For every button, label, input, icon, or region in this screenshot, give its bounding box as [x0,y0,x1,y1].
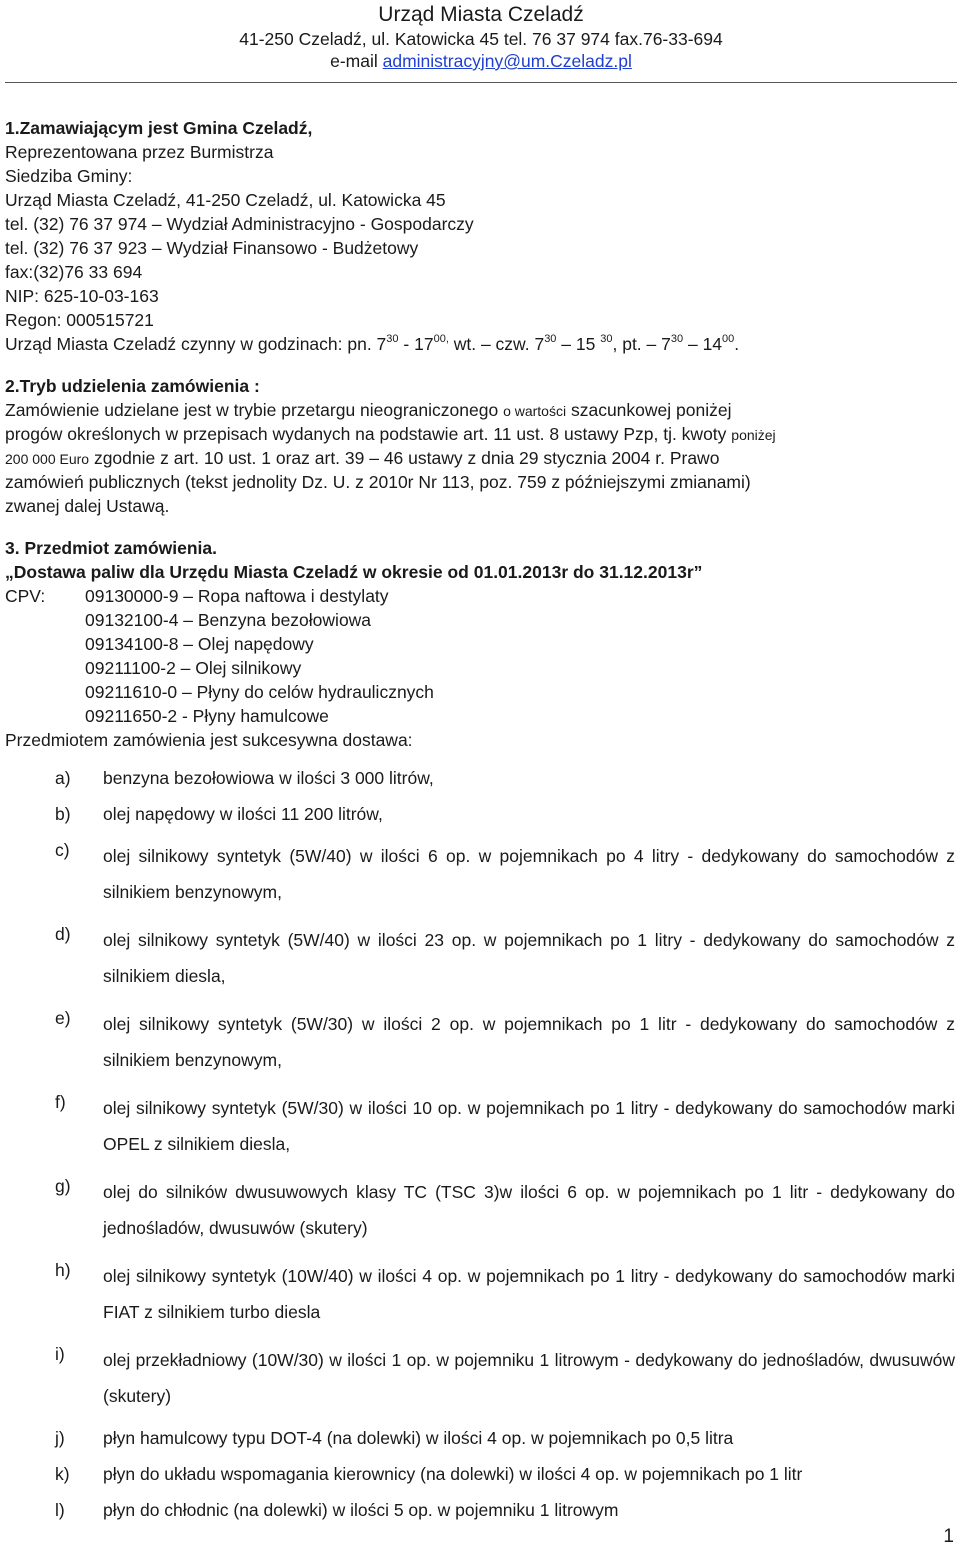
item-letter: k) [55,1464,70,1484]
s2-text: progów określonych w przepisach wydanych na podstawie art. 11 ust. 8 ustawy Pzp, tj. kwoty [5,424,732,444]
hours-sup: 30 [600,333,613,345]
cpv-row [5,584,957,608]
cpv-code: 09132100-4 – Benzyna bezołowiowa [85,610,372,630]
list-item [5,802,957,826]
hours-text: – 15 [556,334,601,354]
s2-text-small: o wartości [503,403,567,419]
item-text: olej przekładniowy (10W/30) w ilości 1 op. w pojemniku 1 litrowym - dedykowany do jednośladów, dwusuwów (skutery) [103,1350,955,1406]
s2-text-small: poniżej [731,427,776,443]
item-letter: f) [55,1092,66,1112]
s2-text-small: 200 000 Euro [5,451,90,467]
hours-sup: 30 [386,333,399,345]
cpv-row [5,632,957,656]
item-text: płyn hamulcowy typu DOT-4 (na dolewki) w ilości 4 op. w pojemnikach po 0,5 litra [103,1428,734,1448]
list-item [5,1426,957,1450]
cpv-code: 09134100-8 – Olej napędowy [85,634,314,654]
delivery-intro: Przedmiotem zamówienia jest sukcesywna dostawa: [5,730,413,750]
hours-text: wt. – czw. 7 [448,334,545,354]
list-item [5,838,957,910]
item-text: olej silnikowy syntetyk (10W/40) w ilości 4 op. w pojemnikach po 1 litry - dedykowany do samochodów marki FIAT z silnikiem turbo diesla [103,1266,955,1322]
item-letter: d) [55,924,71,944]
section-3-heading: 3. Przedmiot zamówienia. [5,538,217,558]
hours-text: , pt. – 7 [612,334,671,354]
section-subject [5,536,957,752]
cpv-code: 09211100-2 – Olej silnikowy [85,658,302,678]
list-item [5,1342,957,1414]
hours-text: . [734,334,740,354]
list-item [5,1462,957,1486]
s2-text: zgodnie z art. 10 ust. 1 oraz art. 39 – 46 ustawy z dnia 29 stycznia 2004 r. Prawo [89,448,720,468]
hours-sup: 00 [722,333,735,345]
email-link[interactable]: administracyjny@um.Czeladz.pl [382,51,632,71]
item-text: olej silnikowy syntetyk (5W/30) w ilości 10 op. w pojemnikach po 1 litry - dedykowany do samochodów marki OPEL z silnikiem diesla, [103,1098,955,1154]
cpv-code: 09211610-0 – Płyny do celów hydraulicznych [85,682,434,702]
item-letter: j) [55,1428,65,1448]
section-1-heading: 1.Zamawiającym jest Gmina Czeladź, [5,118,313,138]
hours-sup: 30 [544,333,557,345]
hours-sup: 30 [670,333,684,345]
cpv-row [5,680,957,704]
s1-line: tel. (32) 76 37 974 – Wydział Administracyjno - Gospodarczy [5,214,474,234]
item-text: olej silnikowy syntetyk (5W/40) w ilości 6 op. w pojemnikach po 4 litry - dedykowany do samochodów z silnikiem benzynowym, [103,846,955,902]
email-label: e-mail [330,51,383,71]
item-letter: h) [55,1260,71,1280]
s2-line [5,398,957,422]
s1-line: Reprezentowana przez Burmistrza [5,142,274,162]
section-procedure [5,374,957,518]
item-letter: i) [55,1344,65,1364]
cpv-code: 09130000-9 – Ropa naftowa i destylaty [85,586,389,606]
contract-subject: „Dostawa paliw dla Urzędu Miasta Czeladź w okresie od 01.01.2013r do 31.12.2013r” [5,562,703,582]
s1-line: Regon: 000515721 [5,310,154,330]
hours-text: Urząd Miasta Czeladź czynny w godzinach: pn. 7 [5,334,387,354]
s1-line: NIP: 625-10-03-163 [5,286,159,306]
cpv-row [5,608,957,632]
s2-line: zwanej dalej Ustawą. [5,496,170,516]
list-item [5,766,957,790]
s1-line: fax:(32)76 33 694 [5,262,143,282]
item-letter: e) [55,1008,71,1028]
item-text: płyn do chłodnic (na dolewki) w ilości 5 op. w pojemniku 1 litrowym [103,1500,619,1520]
item-text: olej silnikowy syntetyk (5W/30) w ilości 2 op. w pojemnikach po 1 litr - dedykowany do samochodów z silnikiem benzynowym, [103,1014,955,1070]
s1-line: Urząd Miasta Czeladź, 41-250 Czeladź, ul. Katowicka 45 [5,190,446,210]
s2-text: szacunkowej poniżej [566,400,732,420]
delivery-list [5,766,957,1522]
list-item [5,1498,957,1522]
cpv-code: 09211650-2 - Płyny hamulcowe [85,706,329,726]
page-number: 1 [943,1526,954,1547]
item-letter: l) [55,1500,65,1520]
list-item [5,1174,957,1246]
document-page [5,0,957,1534]
hours-text: - 17 [398,334,434,354]
s1-line: tel. (32) 76 37 923 – Wydział Finansowo - Budżetowy [5,238,419,258]
office-email [5,50,957,72]
item-text: olej napędowy w ilości 11 200 litrów, [103,804,383,824]
hours-sup: 00, [433,333,449,345]
s2-line: zamówień publicznych (tekst jednolity Dz. U. z 2010r Nr 113, poz. 759 z późniejszymi zmianami) [5,472,751,492]
office-title: Urząd Miasta Czeladź [378,3,584,26]
office-address: 41-250 Czeladź, ul. Katowicka 45 tel. 76 37 974 fax.76-33-694 [239,29,723,49]
item-letter: a) [55,768,71,788]
list-item [5,1258,957,1330]
section-2-heading: 2.Tryb udzielenia zamówienia : [5,376,260,396]
office-hours [5,332,957,356]
item-letter: b) [55,804,71,824]
s2-line [5,446,957,470]
hours-text: – 14 [683,334,723,354]
list-item [5,1006,957,1078]
header-divider [5,82,957,83]
item-text: olej silnikowy syntetyk (5W/40) w ilości 23 op. w pojemnikach po 1 litry - dedykowany do samochodów z silnikiem diesla, [103,930,955,986]
item-text: płyn do układu wspomagania kierownicy (na dolewki) w ilości 4 op. w pojemnikach po 1 litr [103,1464,803,1484]
list-item [5,1090,957,1162]
list-item [5,922,957,994]
cpv-label: CPV: [5,586,46,606]
s1-line: Siedziba Gminy: [5,166,133,186]
letterhead [5,0,957,72]
cpv-row [5,704,957,728]
item-text: olej do silników dwusuwowych klasy TC (TSC 3)w ilości 6 op. w pojemnikach po 1 litr - dedykowany do jednośladów, dwusuwów (skutery) [103,1182,955,1238]
s2-text: Zamówienie udzielane jest w trybie przetargu nieograniczonego [5,400,504,420]
cpv-row [5,656,957,680]
section-ordering-party [5,116,957,356]
s2-line [5,422,957,446]
item-letter: c) [55,840,70,860]
item-text: benzyna bezołowiowa w ilości 3 000 litrów, [103,768,434,788]
item-letter: g) [55,1176,71,1196]
